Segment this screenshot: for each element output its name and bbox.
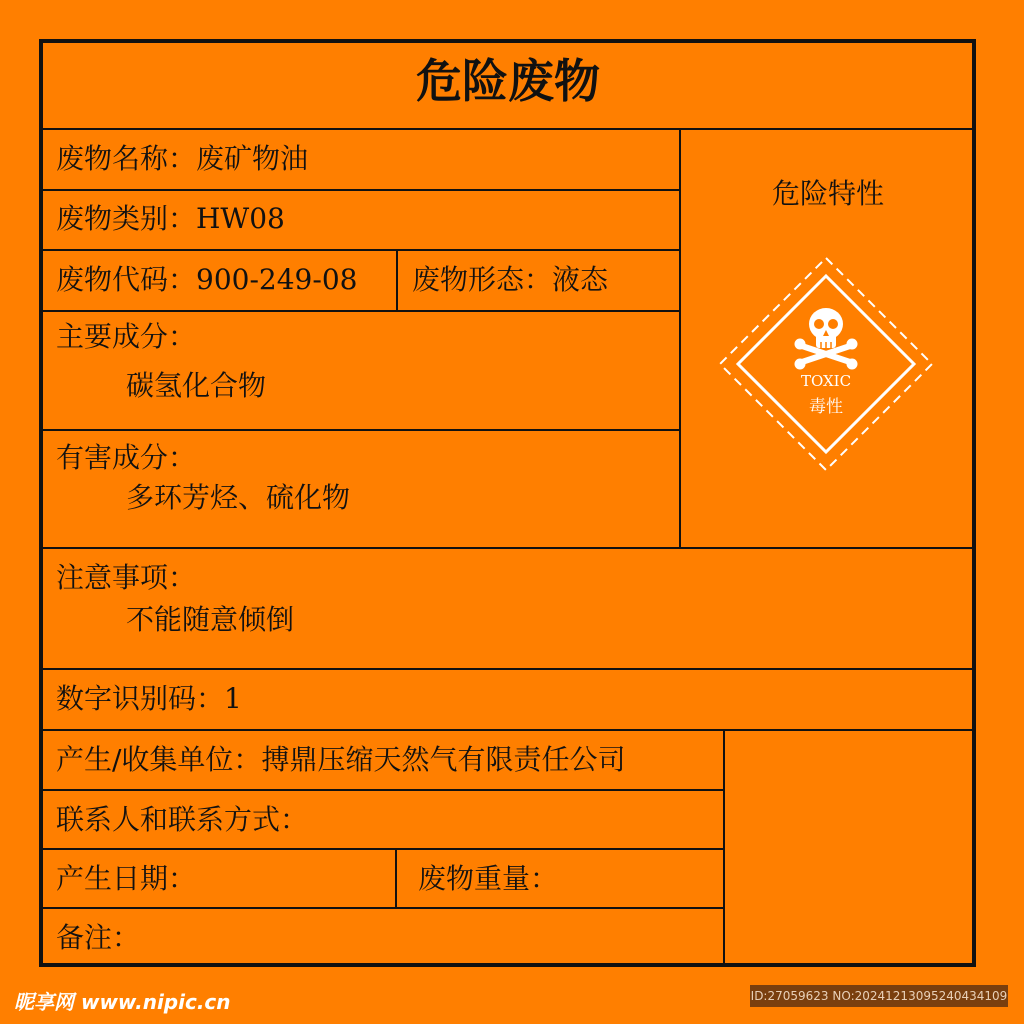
rule	[40, 310, 680, 312]
rule	[40, 668, 976, 670]
watermark-id: ID:27059623 NO:20241213095240434109	[750, 985, 1008, 1007]
rule	[40, 729, 976, 731]
weight-label: 废物重量：	[418, 862, 559, 895]
rule	[395, 848, 397, 908]
remarks-label: 备注：	[56, 921, 141, 954]
waste-category-value: HW08	[196, 202, 285, 235]
skull-crossbones-icon	[795, 308, 857, 369]
digital-code-label: 数字识别码：	[56, 682, 225, 715]
waste-code-row	[56, 263, 358, 296]
diamond-outer-dashed	[720, 258, 932, 470]
rule	[40, 249, 680, 251]
producer-value: 搏鼎压缩天然气有限责任公司	[261, 743, 626, 776]
waste-name-label: 废物名称：	[56, 142, 197, 175]
harmful-components-value: 多环芳烃、硫化物	[126, 481, 351, 514]
contact-label: 联系人和联系方式：	[56, 803, 309, 836]
waste-category-row	[56, 202, 285, 235]
hazard-title: 危险特性	[771, 177, 884, 210]
digital-code-value: 1	[224, 682, 242, 715]
rule	[40, 907, 724, 909]
watermark-logo: 昵享网 www.nipic.cn	[14, 990, 231, 1014]
rule	[40, 848, 724, 850]
diamond-inner	[738, 276, 914, 452]
main-components-label: 主要成分：	[56, 320, 197, 353]
rule	[40, 789, 724, 791]
precautions-label: 注意事项：	[56, 561, 197, 594]
toxic-label-cn: 毒性	[809, 397, 843, 417]
producer-label: 产生/收集单位：	[56, 743, 262, 776]
waste-form-row	[412, 263, 609, 296]
rule	[723, 729, 725, 967]
precautions-value: 不能随意倾倒	[126, 603, 295, 636]
rule	[40, 128, 976, 130]
label-title: 危险废物	[416, 54, 600, 108]
waste-code-label: 废物代码：	[56, 263, 197, 296]
date-label: 产生日期：	[56, 862, 197, 895]
toxic-hazard-symbol	[716, 254, 936, 474]
rule	[396, 249, 398, 311]
toxic-label-en: TOXIC	[800, 372, 852, 390]
harmful-components-label: 有害成分：	[56, 441, 197, 474]
digital-code-row	[56, 682, 242, 715]
main-components-value: 碳氢化合物	[126, 369, 267, 402]
rule	[40, 429, 680, 431]
waste-form-label: 废物形态：	[412, 263, 553, 296]
rule	[40, 189, 680, 191]
waste-category-label: 废物类别：	[56, 202, 197, 235]
producer-row	[56, 743, 626, 776]
waste-form-value: 液态	[552, 263, 609, 296]
rule	[40, 547, 976, 549]
waste-name-row	[56, 142, 309, 175]
waste-name-value: 废矿物油	[196, 142, 309, 175]
waste-code-value: 900-249-08	[196, 263, 358, 296]
